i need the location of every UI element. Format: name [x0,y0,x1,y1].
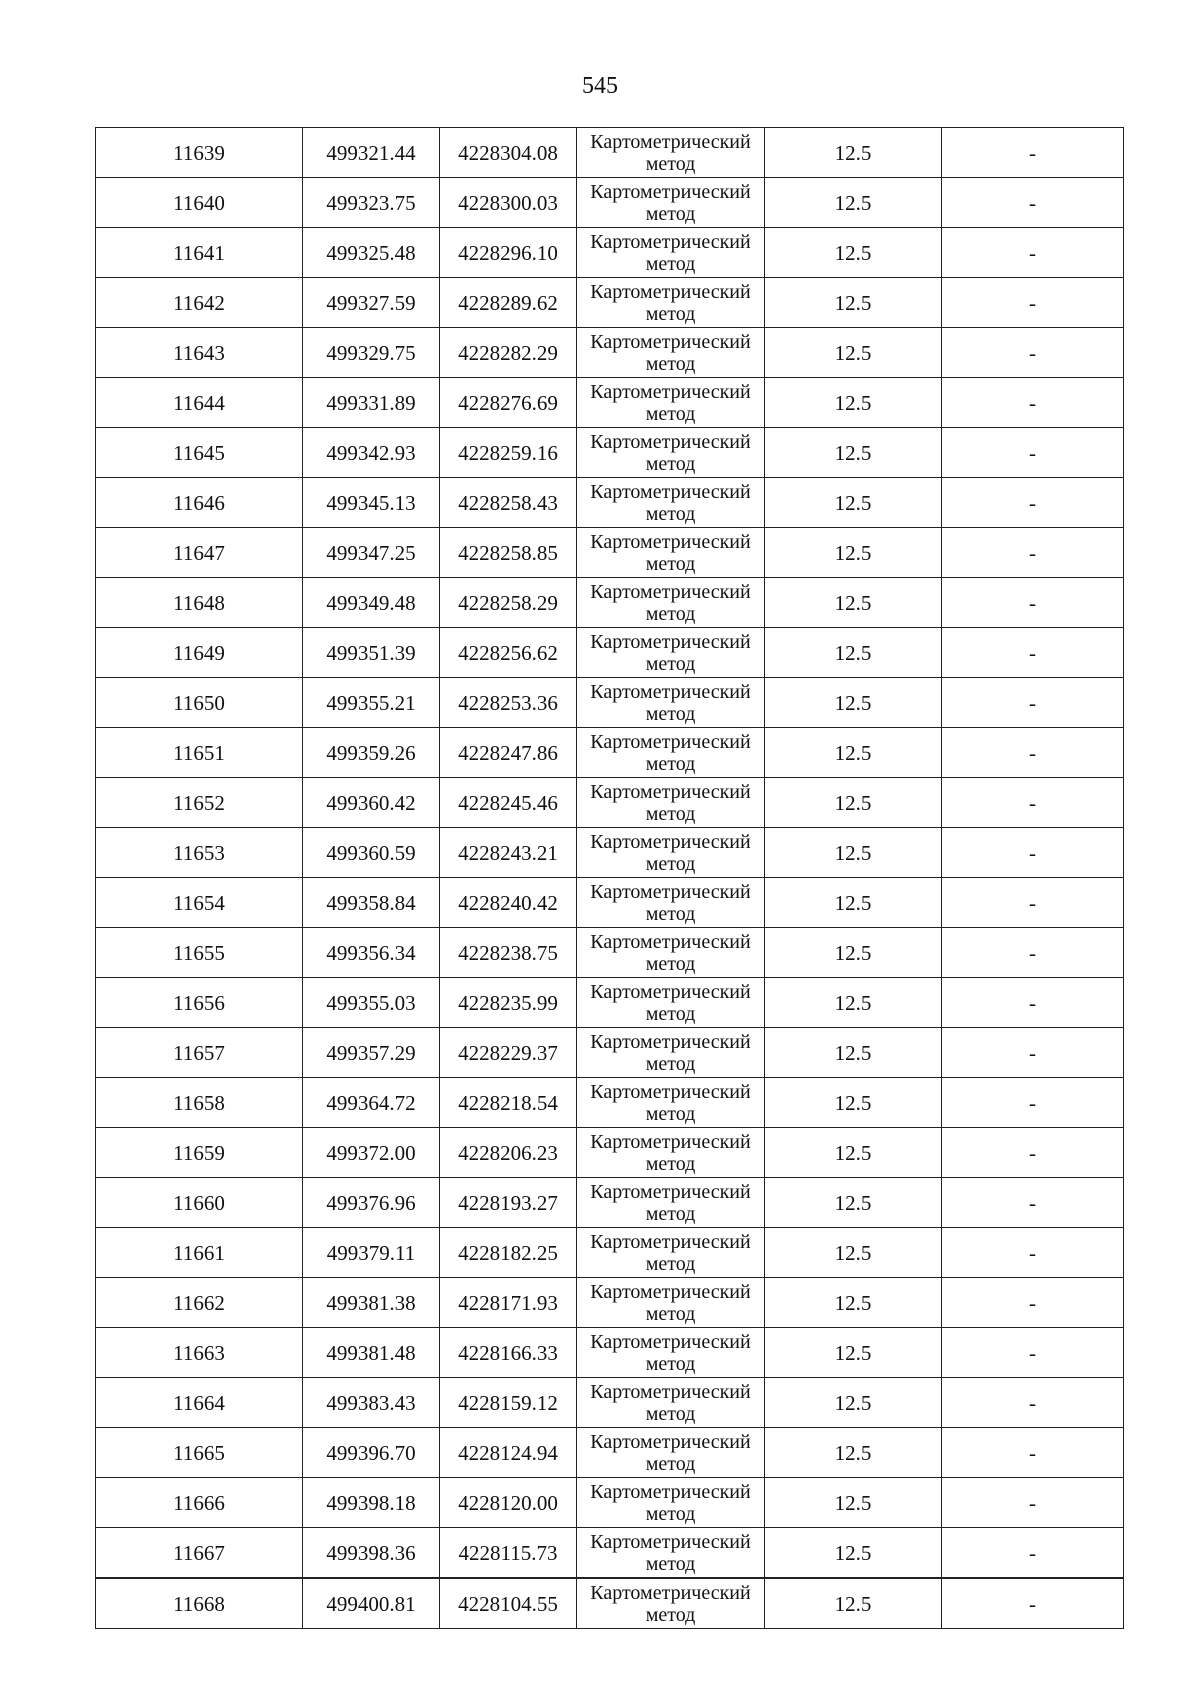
y-coordinate-cell: 4228282.29 [440,328,577,378]
y-coordinate-cell: 4228258.29 [440,578,577,628]
note-cell: - [942,228,1124,278]
method-line1: Картометрический [590,780,751,803]
method-line2: метод [645,1552,696,1575]
method-cell [577,378,765,428]
method-cell [577,1328,765,1378]
y-coordinate-cell: 4228240.42 [440,878,577,928]
table-row [96,1578,1124,1629]
method-cell [577,128,765,178]
table-row [96,578,1124,628]
x-coordinate-cell: 499342.93 [303,428,440,478]
accuracy-cell: 12.5 [765,1228,942,1278]
table-row [96,1078,1124,1128]
method-line1: Картометрический [590,180,751,203]
method-cell [577,278,765,328]
note-cell: - [942,578,1124,628]
note-cell: - [942,1128,1124,1178]
y-coordinate-cell: 4228218.54 [440,1078,577,1128]
y-coordinate-cell: 4228258.85 [440,528,577,578]
note-cell: - [942,128,1124,178]
note-cell: - [942,928,1124,978]
x-coordinate-cell: 499358.84 [303,878,440,928]
point-number-cell: 11643 [96,328,303,378]
point-number-cell: 11666 [96,1478,303,1528]
method-cell [577,528,765,578]
x-coordinate-cell: 499381.38 [303,1278,440,1328]
method-line1: Картометрический [590,1030,751,1053]
x-coordinate-cell: 499381.48 [303,1328,440,1378]
point-number-cell: 11640 [96,178,303,228]
method-cell [577,1578,765,1629]
point-number-cell: 11639 [96,128,303,178]
method-line1: Картометрический [590,1080,751,1103]
note-cell: - [942,778,1124,828]
y-coordinate-cell: 4228300.03 [440,178,577,228]
method-line1: Картометрический [590,1530,751,1553]
note-cell: - [942,478,1124,528]
method-line1: Картометрический [590,1430,751,1453]
point-number-cell: 11662 [96,1278,303,1328]
y-coordinate-cell: 4228124.94 [440,1428,577,1478]
table-row [96,878,1124,928]
table-row [96,428,1124,478]
y-coordinate-cell: 4228245.46 [440,778,577,828]
accuracy-cell: 12.5 [765,578,942,628]
y-coordinate-cell: 4228247.86 [440,728,577,778]
method-cell [577,1078,765,1128]
method-line2: метод [645,602,696,625]
point-number-cell: 11656 [96,978,303,1028]
method-cell [577,778,765,828]
table-row [96,228,1124,278]
table-row [96,1528,1124,1579]
x-coordinate-cell: 499323.75 [303,178,440,228]
table-row [96,978,1124,1028]
table-row [96,1028,1124,1078]
method-cell [577,1178,765,1228]
table-row [96,478,1124,528]
accuracy-cell: 12.5 [765,528,942,578]
method-cell [577,328,765,378]
table-row [96,128,1124,178]
table-row [96,528,1124,578]
method-line1: Картометрический [590,130,751,153]
accuracy-cell: 12.5 [765,1478,942,1528]
method-line1: Картометрический [590,1480,751,1503]
method-cell [577,628,765,678]
x-coordinate-cell: 499357.29 [303,1028,440,1078]
x-coordinate-cell: 499383.43 [303,1378,440,1428]
method-line1: Картометрический [590,280,751,303]
method-cell [577,1278,765,1328]
x-coordinate-cell: 499345.13 [303,478,440,528]
table-body [96,128,1124,1629]
table-row [96,1428,1124,1478]
method-line2: метод [645,1002,696,1025]
method-line2: метод [645,402,696,425]
method-line2: метод [645,1452,696,1475]
method-line2: метод [645,1402,696,1425]
method-cell [577,1228,765,1278]
accuracy-cell: 12.5 [765,478,942,528]
x-coordinate-cell: 499376.96 [303,1178,440,1228]
method-line1: Картометрический [590,1330,751,1353]
method-line1: Картометрический [590,330,751,353]
accuracy-cell: 12.5 [765,1328,942,1378]
method-cell [577,1428,765,1478]
point-number-cell: 11661 [96,1228,303,1278]
x-coordinate-cell: 499329.75 [303,328,440,378]
x-coordinate-cell: 499398.18 [303,1478,440,1528]
accuracy-cell: 12.5 [765,428,942,478]
x-coordinate-cell: 499356.34 [303,928,440,978]
note-cell: - [942,278,1124,328]
x-coordinate-cell: 499347.25 [303,528,440,578]
accuracy-cell: 12.5 [765,828,942,878]
x-coordinate-cell: 499321.44 [303,128,440,178]
table-row [96,328,1124,378]
method-line2: метод [645,202,696,225]
point-number-cell: 11663 [96,1328,303,1378]
note-cell: - [942,978,1124,1028]
y-coordinate-cell: 4228289.62 [440,278,577,328]
x-coordinate-cell: 499327.59 [303,278,440,328]
accuracy-cell: 12.5 [765,128,942,178]
method-line2: метод [645,502,696,525]
point-number-cell: 11649 [96,628,303,678]
point-number-cell: 11658 [96,1078,303,1128]
point-number-cell: 11644 [96,378,303,428]
method-line2: метод [645,1603,696,1626]
accuracy-cell: 12.5 [765,728,942,778]
x-coordinate-cell: 499398.36 [303,1528,440,1579]
method-line2: метод [645,802,696,825]
table-row [96,178,1124,228]
table-row [96,628,1124,678]
method-line1: Картометрический [590,1280,751,1303]
note-cell: - [942,628,1124,678]
y-coordinate-cell: 4228115.73 [440,1528,577,1579]
y-coordinate-cell: 4228304.08 [440,128,577,178]
accuracy-cell: 12.5 [765,1278,942,1328]
note-cell: - [942,728,1124,778]
x-coordinate-cell: 499351.39 [303,628,440,678]
y-coordinate-cell: 4228229.37 [440,1028,577,1078]
x-coordinate-cell: 499400.81 [303,1578,440,1629]
method-line1: Картометрический [590,980,751,1003]
method-line2: метод [645,1102,696,1125]
x-coordinate-cell: 499364.72 [303,1078,440,1128]
method-line2: метод [645,1252,696,1275]
accuracy-cell: 12.5 [765,1078,942,1128]
y-coordinate-cell: 4228235.99 [440,978,577,1028]
method-line1: Картометрический [590,1130,751,1153]
note-cell: - [942,328,1124,378]
method-cell [577,578,765,628]
point-number-cell: 11659 [96,1128,303,1178]
method-line1: Картометрический [590,1581,751,1604]
note-cell: - [942,1328,1124,1378]
method-line1: Картометрический [590,830,751,853]
point-number-cell: 11668 [96,1578,303,1629]
note-cell: - [942,1228,1124,1278]
method-line2: метод [645,852,696,875]
coordinates-table [95,127,1124,1629]
y-coordinate-cell: 4228243.21 [440,828,577,878]
method-cell [577,1378,765,1428]
note-cell: - [942,1178,1124,1228]
method-cell [577,1128,765,1178]
accuracy-cell: 12.5 [765,628,942,678]
accuracy-cell: 12.5 [765,1128,942,1178]
y-coordinate-cell: 4228159.12 [440,1378,577,1428]
point-number-cell: 11657 [96,1028,303,1078]
method-cell [577,228,765,278]
note-cell: - [942,378,1124,428]
method-line2: метод [645,552,696,575]
note-cell: - [942,1428,1124,1478]
table-row [96,1378,1124,1428]
method-line2: метод [645,452,696,475]
method-line1: Картометрический [590,580,751,603]
method-cell [577,978,765,1028]
y-coordinate-cell: 4228296.10 [440,228,577,278]
method-cell [577,1528,765,1579]
note-cell: - [942,1528,1124,1579]
method-line1: Картометрический [590,430,751,453]
table-row [96,278,1124,328]
point-number-cell: 11664 [96,1378,303,1428]
table-row [96,928,1124,978]
table-row [96,678,1124,728]
method-line2: метод [645,952,696,975]
table-row [96,1278,1124,1328]
note-cell: - [942,178,1124,228]
table-row [96,1128,1124,1178]
y-coordinate-cell: 4228253.36 [440,678,577,728]
x-coordinate-cell: 499372.00 [303,1128,440,1178]
accuracy-cell: 12.5 [765,1528,942,1579]
y-coordinate-cell: 4228193.27 [440,1178,577,1228]
point-number-cell: 11667 [96,1528,303,1579]
point-number-cell: 11648 [96,578,303,628]
y-coordinate-cell: 4228238.75 [440,928,577,978]
method-line1: Картометрический [590,880,751,903]
x-coordinate-cell: 499360.42 [303,778,440,828]
y-coordinate-cell: 4228206.23 [440,1128,577,1178]
method-line2: метод [645,652,696,675]
method-cell [577,928,765,978]
y-coordinate-cell: 4228182.25 [440,1228,577,1278]
note-cell: - [942,1028,1124,1078]
note-cell: - [942,1578,1124,1629]
accuracy-cell: 12.5 [765,378,942,428]
y-coordinate-cell: 4228259.16 [440,428,577,478]
method-line2: метод [645,1202,696,1225]
method-line2: метод [645,1502,696,1525]
method-line1: Картометрический [590,630,751,653]
point-number-cell: 11645 [96,428,303,478]
table-row [96,378,1124,428]
method-line1: Картометрический [590,380,751,403]
method-cell [577,1478,765,1528]
method-line2: метод [645,902,696,925]
note-cell: - [942,428,1124,478]
y-coordinate-cell: 4228120.00 [440,1478,577,1528]
method-line1: Картометрический [590,230,751,253]
point-number-cell: 11653 [96,828,303,878]
method-line1: Картометрический [590,530,751,553]
point-number-cell: 11650 [96,678,303,728]
method-line2: метод [645,702,696,725]
y-coordinate-cell: 4228171.93 [440,1278,577,1328]
accuracy-cell: 12.5 [765,1578,942,1629]
method-line1: Картометрический [590,480,751,503]
accuracy-cell: 12.5 [765,878,942,928]
accuracy-cell: 12.5 [765,928,942,978]
method-line2: метод [645,1052,696,1075]
x-coordinate-cell: 499360.59 [303,828,440,878]
method-cell [577,678,765,728]
x-coordinate-cell: 499325.48 [303,228,440,278]
note-cell: - [942,528,1124,578]
table-row [96,778,1124,828]
accuracy-cell: 12.5 [765,228,942,278]
method-cell [577,828,765,878]
x-coordinate-cell: 499349.48 [303,578,440,628]
x-coordinate-cell: 499331.89 [303,378,440,428]
y-coordinate-cell: 4228276.69 [440,378,577,428]
note-cell: - [942,878,1124,928]
point-number-cell: 11660 [96,1178,303,1228]
point-number-cell: 11642 [96,278,303,328]
y-coordinate-cell: 4228104.55 [440,1578,577,1629]
method-line2: метод [645,752,696,775]
table-row [96,828,1124,878]
x-coordinate-cell: 499359.26 [303,728,440,778]
accuracy-cell: 12.5 [765,178,942,228]
point-number-cell: 11665 [96,1428,303,1478]
point-number-cell: 11654 [96,878,303,928]
method-line2: метод [645,252,696,275]
note-cell: - [942,1378,1124,1428]
x-coordinate-cell: 499355.03 [303,978,440,1028]
accuracy-cell: 12.5 [765,328,942,378]
point-number-cell: 11647 [96,528,303,578]
accuracy-cell: 12.5 [765,678,942,728]
method-cell [577,728,765,778]
method-line2: метод [645,352,696,375]
method-line2: метод [645,1152,696,1175]
accuracy-cell: 12.5 [765,778,942,828]
table-row [96,1228,1124,1278]
method-line1: Картометрический [590,730,751,753]
table-row [96,728,1124,778]
y-coordinate-cell: 4228256.62 [440,628,577,678]
method-cell [577,478,765,528]
method-line2: метод [645,302,696,325]
method-line1: Картометрический [590,1380,751,1403]
point-number-cell: 11655 [96,928,303,978]
x-coordinate-cell: 499396.70 [303,1428,440,1478]
method-line1: Картометрический [590,1180,751,1203]
accuracy-cell: 12.5 [765,278,942,328]
x-coordinate-cell: 499355.21 [303,678,440,728]
y-coordinate-cell: 4228166.33 [440,1328,577,1378]
table-row [96,1178,1124,1228]
y-coordinate-cell: 4228258.43 [440,478,577,528]
method-cell [577,178,765,228]
accuracy-cell: 12.5 [765,1028,942,1078]
point-number-cell: 11652 [96,778,303,828]
note-cell: - [942,828,1124,878]
accuracy-cell: 12.5 [765,978,942,1028]
method-cell [577,878,765,928]
accuracy-cell: 12.5 [765,1178,942,1228]
note-cell: - [942,1078,1124,1128]
method-cell [577,1028,765,1078]
note-cell: - [942,1278,1124,1328]
method-line1: Картометрический [590,680,751,703]
method-line2: метод [645,152,696,175]
x-coordinate-cell: 499379.11 [303,1228,440,1278]
point-number-cell: 11646 [96,478,303,528]
accuracy-cell: 12.5 [765,1378,942,1428]
note-cell: - [942,678,1124,728]
table-row [96,1328,1124,1378]
method-line1: Картометрический [590,930,751,953]
point-number-cell: 11651 [96,728,303,778]
point-number-cell: 11641 [96,228,303,278]
table-row [96,1478,1124,1528]
note-cell: - [942,1478,1124,1528]
method-line1: Картометрический [590,1230,751,1253]
method-line2: метод [645,1302,696,1325]
method-line2: метод [645,1352,696,1375]
accuracy-cell: 12.5 [765,1428,942,1478]
page-number: 545 [582,73,618,99]
method-cell [577,428,765,478]
